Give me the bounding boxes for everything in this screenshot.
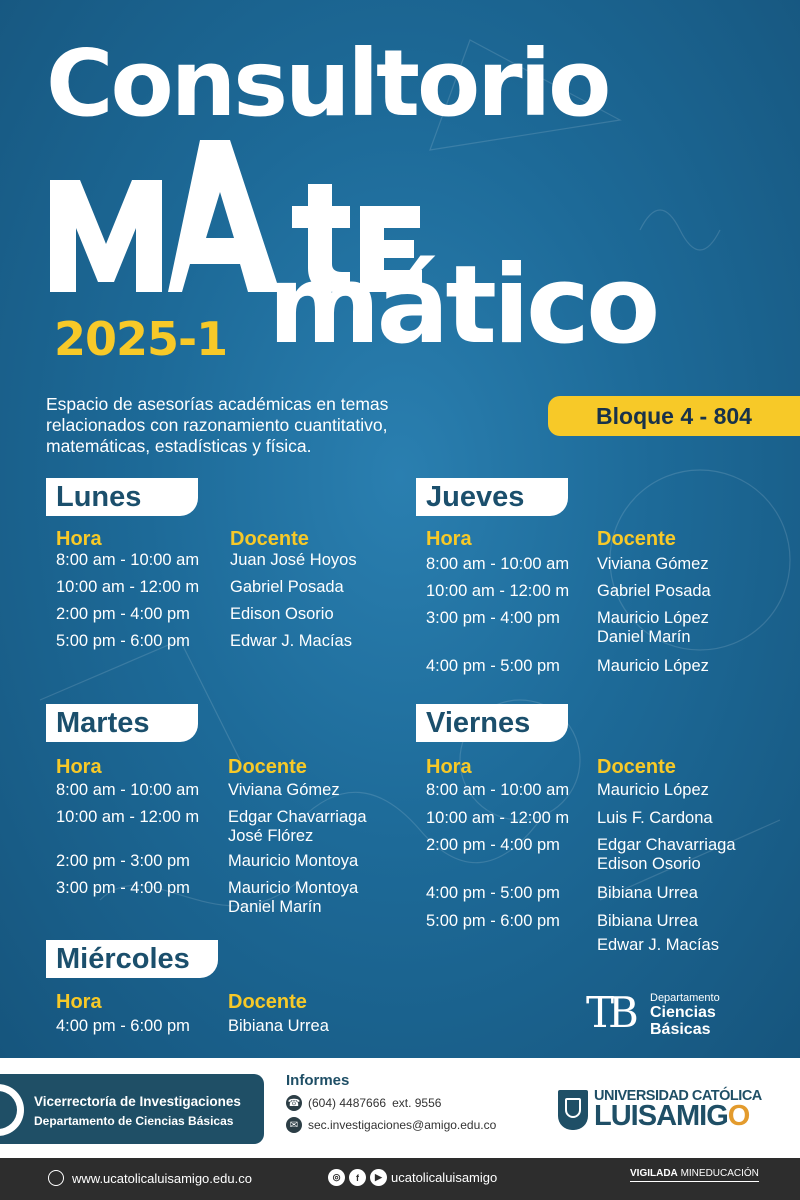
title-consultorio: Consultorio bbox=[46, 30, 609, 137]
schedule-docente: Mauricio López bbox=[597, 781, 709, 799]
schedule-hora: 10:00 am - 12:00 m bbox=[426, 809, 570, 827]
schedule-docente: Gabriel Posada bbox=[230, 578, 344, 596]
schedule-docente: Edison Osorio bbox=[597, 855, 701, 873]
vigilada-label: VIGILADA MINEDUCACIÓN bbox=[630, 1168, 759, 1182]
schedule-hora: 3:00 pm - 4:00 pm bbox=[426, 609, 560, 627]
instagram-icon[interactable]: ◎ bbox=[328, 1169, 345, 1186]
schedule-hora: 4:00 pm - 6:00 pm bbox=[56, 1017, 190, 1035]
phone-icon: ☎ bbox=[286, 1095, 302, 1111]
department-logo-line3: Básicas bbox=[650, 1021, 711, 1038]
docente-header: Docente bbox=[228, 756, 307, 778]
informes-title: Informes bbox=[286, 1072, 350, 1089]
globe-icon bbox=[48, 1170, 64, 1186]
hora-header: Hora bbox=[56, 528, 102, 550]
website-link[interactable] bbox=[48, 1170, 252, 1186]
day-tag-jueves: Jueves bbox=[416, 478, 568, 516]
schedule-hora: 8:00 am - 10:00 am bbox=[56, 551, 200, 569]
docente-header: Docente bbox=[597, 756, 676, 778]
day-tag-miercoles: Miércoles bbox=[46, 940, 218, 978]
schedule-hora: 2:00 pm - 4:00 pm bbox=[426, 836, 560, 854]
title-matico: mático bbox=[268, 243, 657, 368]
schedule-hora: 8:00 am - 10:00 am bbox=[426, 781, 570, 799]
department-logo-line2: Ciencias bbox=[650, 1004, 716, 1021]
schedule-docente: Luis F. Cardona bbox=[597, 809, 713, 827]
phone-number: (604) 4487666 bbox=[308, 1096, 387, 1110]
schedule-docente: Bibiana Urrea bbox=[597, 884, 698, 902]
mail-icon: ✉ bbox=[286, 1117, 302, 1133]
schedule-docente: Viviana Gómez bbox=[597, 555, 709, 573]
docente-header: Docente bbox=[228, 991, 307, 1013]
schedule-docente: Juan José Hoyos bbox=[230, 551, 357, 569]
department-logo bbox=[586, 990, 746, 1040]
hora-header: Hora bbox=[426, 756, 472, 778]
schedule-docente: Edwar J. Macías bbox=[230, 632, 352, 650]
department-logo-mark: TB bbox=[586, 988, 633, 1037]
hora-header: Hora bbox=[56, 756, 102, 778]
vicerrectoria-arc-icon bbox=[0, 1084, 24, 1136]
university-shield-icon bbox=[558, 1090, 588, 1130]
university-name-top: UNIVERSIDAD CATÓLICA bbox=[594, 1088, 762, 1104]
schedule-hora: 5:00 pm - 6:00 pm bbox=[426, 912, 560, 930]
email-row bbox=[286, 1117, 496, 1133]
schedule-docente: Mauricio Montoya bbox=[228, 879, 359, 897]
schedule-docente: Bibiana Urrea bbox=[597, 912, 698, 930]
hora-header: Hora bbox=[426, 528, 472, 550]
schedule-hora: 4:00 pm - 5:00 pm bbox=[426, 657, 560, 675]
year-label: 2025-1 bbox=[54, 312, 228, 366]
intro-text: Espacio de asesorías académicas en temas relacionados con razonamiento cuantitativo, matemáticas, estadísticas y física. bbox=[46, 394, 389, 456]
schedule-hora: 10:00 am - 12:00 m bbox=[56, 578, 200, 596]
docente-header: Docente bbox=[230, 528, 309, 550]
schedule-docente: Gabriel Posada bbox=[597, 582, 711, 600]
day-tag-viernes: Viernes bbox=[416, 704, 568, 742]
social-handle: ucatolicaluisamigo bbox=[391, 1170, 498, 1185]
schedule-hora: 5:00 pm - 6:00 pm bbox=[56, 632, 190, 650]
email-link[interactable]: sec.investigaciones@amigo.edu.co bbox=[308, 1118, 497, 1132]
website-text: www.ucatolicaluisamigo.edu.co bbox=[72, 1170, 252, 1186]
location-badge: Bloque 4 - 804 bbox=[548, 396, 800, 436]
university-logo bbox=[558, 1086, 768, 1136]
vicerrectoria-label: Vicerrectoría de Investigaciones bbox=[34, 1094, 241, 1109]
schedule-docente: José Flórez bbox=[228, 827, 314, 845]
departamento-label: Departamento de Ciencias Básicas bbox=[34, 1114, 234, 1128]
day-tag-lunes: Lunes bbox=[46, 478, 198, 516]
day-tag-martes: Martes bbox=[46, 704, 198, 742]
schedule-docente: Mauricio López bbox=[597, 657, 709, 675]
schedule-hora: 8:00 am - 10:00 am bbox=[426, 555, 570, 573]
youtube-icon[interactable]: ▶ bbox=[370, 1169, 387, 1186]
schedule-docente: Edwar J. Macías bbox=[597, 936, 719, 954]
schedule-hora: 8:00 am - 10:00 am bbox=[56, 781, 200, 799]
schedule-hora: 4:00 pm - 5:00 pm bbox=[426, 884, 560, 902]
schedule-docente: Edgar Chavarriaga bbox=[597, 836, 736, 854]
schedule-docente: Mauricio Montoya bbox=[228, 852, 359, 870]
department-logo-line1: Departamento bbox=[650, 992, 720, 1004]
hora-header: Hora bbox=[56, 991, 102, 1013]
phone-row bbox=[286, 1095, 441, 1111]
schedule-docente: Edgar Chavarriaga bbox=[228, 808, 367, 826]
schedule-hora: 3:00 pm - 4:00 pm bbox=[56, 879, 190, 897]
schedule-hora: 2:00 pm - 3:00 pm bbox=[56, 852, 190, 870]
bottom-bar bbox=[0, 1158, 800, 1200]
university-name-bottom: LUISAMIGO bbox=[594, 1100, 750, 1132]
schedule-docente: Daniel Marín bbox=[228, 898, 322, 916]
schedule-docente: Daniel Marín bbox=[597, 628, 691, 646]
schedule-hora: 10:00 am - 12:00 m bbox=[56, 808, 200, 826]
docente-header: Docente bbox=[597, 528, 676, 550]
schedule-docente: Bibiana Urrea bbox=[228, 1017, 329, 1035]
vicerrectoria-box bbox=[0, 1074, 264, 1144]
social-links[interactable] bbox=[328, 1169, 497, 1186]
schedule-docente: Viviana Gómez bbox=[228, 781, 340, 799]
schedule-docente: Mauricio López bbox=[597, 609, 709, 627]
facebook-icon[interactable]: f bbox=[349, 1169, 366, 1186]
schedule-docente: Edison Osorio bbox=[230, 605, 334, 623]
schedule-hora: 10:00 am - 12:00 m bbox=[426, 582, 570, 600]
phone-extension: ext. 9556 bbox=[392, 1096, 442, 1110]
schedule-hora: 2:00 pm - 4:00 pm bbox=[56, 605, 190, 623]
